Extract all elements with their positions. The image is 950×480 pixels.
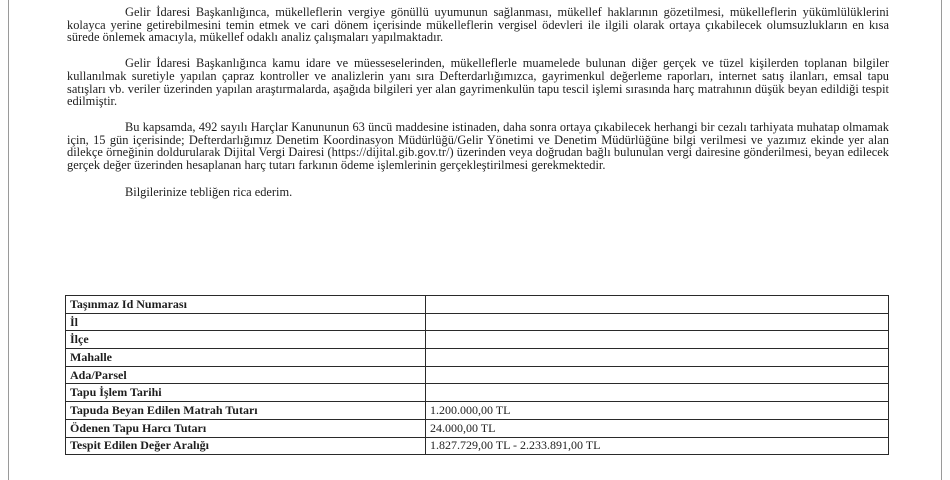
- row-value: [426, 296, 889, 314]
- table-row: [66, 384, 889, 402]
- row-label: Ödenen Tapu Harcı Tutarı: [66, 419, 426, 437]
- row-value: [426, 384, 889, 402]
- row-value: 1.200.000,00 TL: [426, 402, 889, 420]
- row-label: Ada/Parsel: [66, 366, 426, 384]
- paragraph-2: Gelir İdaresi Başkanlığınca kamu idare ve müesseselerinden, mükelleflerle muamelede bulunan diğer gerçek ve tüzel kişilerden toplanan bilgiler kullanılmak suretiyle yapılan çapraz kontroller ve analizlerin yanı sıra Defterdarlığımızca, gayrimenkul değerleme raporları, internet satış ilanları, emsal tapu satışları vb. veriler üzerinden yapılan araştırmalarda, aşağıda bilgileri yer alan gayrimenkulün tapu tescil işlemi sırasında harç matrahının düşük beyan edildiği tespit edilmiştir.: [67, 56, 889, 109]
- row-value: 1.827.729,00 TL - 2.233.891,00 TL: [426, 437, 889, 455]
- closing-line: Bilgilerinize tebliğen rica ederim.: [125, 184, 293, 199]
- property-info-table: [65, 295, 889, 455]
- paragraph-1: Gelir İdaresi Başkanlığınca, mükelleflerin vergiye gönüllü uyumunun sağlanması, mükellef haklarının gözetilmesi, mükelleflerin yükümlülüklerini kolayca yerine getirebilmesini temin etmek ve cari dönem içerisinde mükelleflerin vergisel ödevleri ile ilgili olarak ortaya çıkabilecek olumsuzlukların en kısa sürede önlemek amacıyla, mükellef odaklı analiz çalışmaları yapılmaktadır.: [67, 5, 889, 45]
- row-label: Tapu İşlem Tarihi: [66, 384, 426, 402]
- table-row: [66, 366, 889, 384]
- row-label: Tapuda Beyan Edilen Matrah Tutarı: [66, 402, 426, 420]
- table-row: [66, 402, 889, 420]
- row-label: Taşınmaz Id Numarası: [66, 296, 426, 314]
- table-row: [66, 419, 889, 437]
- row-value: [426, 313, 889, 331]
- table-row: [66, 313, 889, 331]
- row-value: [426, 349, 889, 367]
- row-label: İl: [66, 313, 426, 331]
- page-edge-right: [941, 0, 942, 480]
- row-value: 24.000,00 TL: [426, 419, 889, 437]
- table-row: [66, 331, 889, 349]
- row-label: İlçe: [66, 331, 426, 349]
- page-edge-left: [8, 0, 9, 480]
- row-value: [426, 331, 889, 349]
- table-row: [66, 296, 889, 314]
- row-value: [426, 366, 889, 384]
- row-label: Mahalle: [66, 349, 426, 367]
- table-row: [66, 349, 889, 367]
- row-label: Tespit Edilen Değer Aralığı: [66, 437, 426, 455]
- paragraph-3: Bu kapsamda, 492 sayılı Harçlar Kanununun 63 üncü maddesine istinaden, daha sonra ortaya çıkabilecek herhangi bir cezalı tarhiyata muhatap olmamak için, 15 gün içerisinde; Defterdarlığımız Denetim Koordinasyon Müdürlüğü/Gelir Yönetimi ve Denetim Müdürlüğüne bilgi verilmesi ve yazımız ekinde yer alan dilekçe örneğinin doldurularak Dijital Vergi Dairesi (https://dijital.gib.gov.tr/) üzerinden veya doğrudan bağlı bulunulan vergi dairesine gönderilmesi, beyan edilecek gerçek değer üzerinden hesaplanan harç tutarı farkının ödeme işlemlerinin gerçekleştirilmesi gerekmektedir.: [67, 119, 889, 173]
- letter-body: [67, 6, 889, 199]
- table-row: [66, 437, 889, 455]
